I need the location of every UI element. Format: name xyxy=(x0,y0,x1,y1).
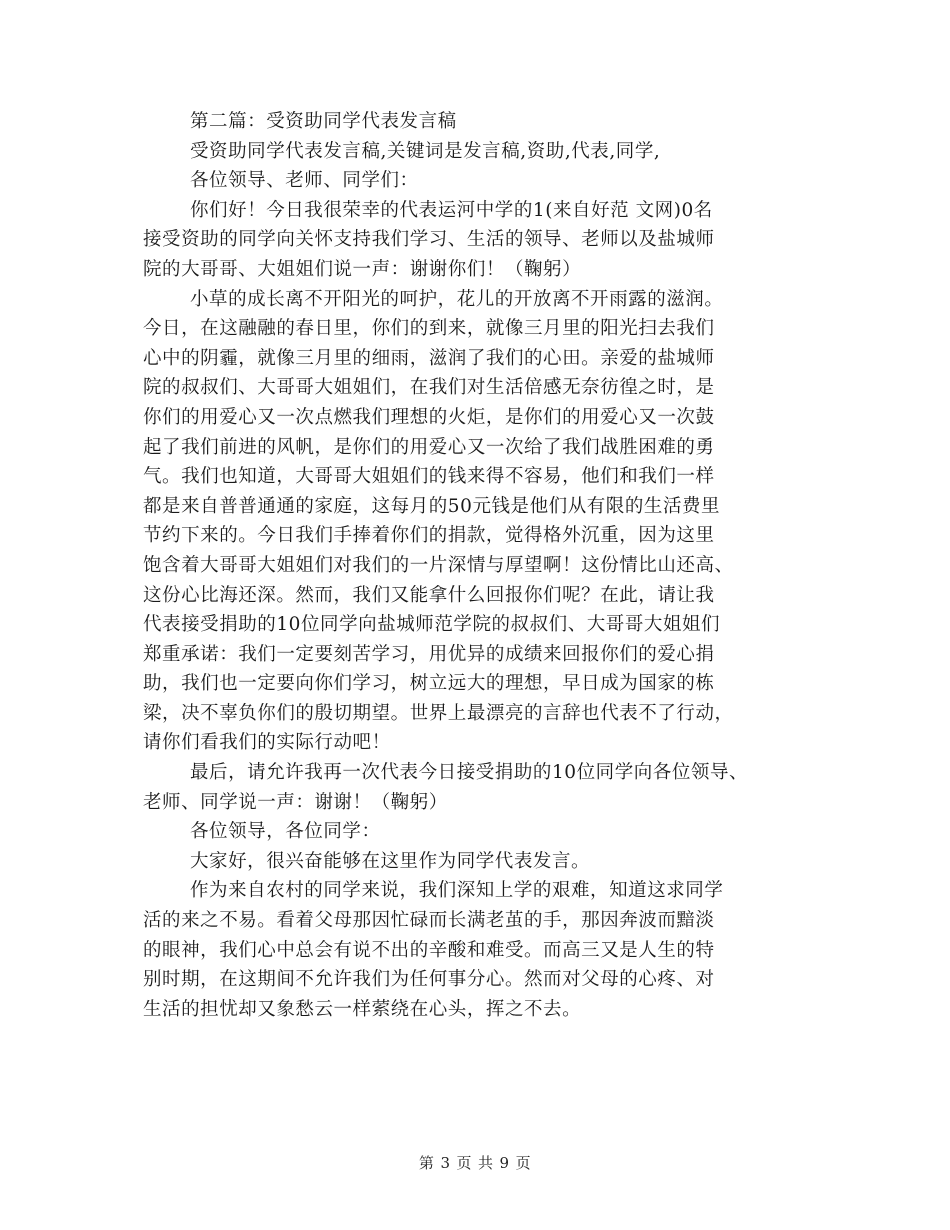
text-line: 代表接受捐助的10位同学向盐城师范学院的叔叔们、大哥哥大姐姐们 xyxy=(143,614,721,636)
text-line: 活的来之不易。看着父母那因忙碌而长满老茧的手，那因奔波而黯淡 xyxy=(143,910,715,932)
text-line: 起了我们前进的风帆，是你们的用爱心又一次给了我们战胜困难的勇 xyxy=(143,436,715,458)
page-footer xyxy=(0,1152,950,1173)
text-line: 气。我们也知道，大哥哥大姐姐们的钱来得不容易，他们和我们一样 xyxy=(143,466,715,488)
text-line: 受资助同学代表发言稿,关键词是发言稿,资助,代表,同学, xyxy=(190,140,661,162)
text-line: 小草的成长离不开阳光的呵护，花儿的开放离不开雨露的滋润。 xyxy=(190,288,724,310)
document-body xyxy=(143,107,823,1024)
text-line: 心中的阴霾，就像三月里的细雨，滋润了我们的心田。亲爱的盐城师 xyxy=(143,347,715,369)
text-line: 的眼神，我们心中总会有说不出的辛酸和难受。而高三又是人生的特 xyxy=(143,939,715,961)
text-line: 生活的担忧却又象愁云一样萦绕在心头，挥之不去。 xyxy=(143,998,582,1020)
text-line: 饱含着大哥哥大姐姐们对我们的一片深情与厚望啊！这份情比山还高、 xyxy=(143,554,734,576)
text-line: 最后，请允许我再一次代表今日接受捐助的10位同学向各位领导、 xyxy=(190,762,749,784)
footer-current-page: 3 xyxy=(440,1154,451,1172)
text-line: 你们的用爱心又一次点燃我们理想的火炬，是你们的用爱心又一次鼓 xyxy=(143,406,715,428)
text-line: 大家好，很兴奋能够在这里作为同学代表发言。 xyxy=(190,850,591,872)
text-line: 各位领导，各位同学： xyxy=(190,821,381,843)
text-line: 院的大哥哥、大姐姐们说一声：谢谢你们！（鞠躬） xyxy=(143,258,582,280)
footer-total-pages: 9 xyxy=(499,1154,510,1172)
text-line: 这份心比海还深。然而，我们又能拿什么回报你们呢？在此，请让我 xyxy=(143,584,715,606)
text-line: 院的叔叔们、大哥哥大姐姐们，在我们对生活倍感无奈彷徨之时，是 xyxy=(143,377,715,399)
footer-prefix: 第 xyxy=(418,1154,435,1172)
text-line: 助，我们也一定要向你们学习，树立远大的理想，早日成为国家的栋 xyxy=(143,673,715,695)
text-line: 各位领导、老师、同学们： xyxy=(190,170,419,192)
text-line: 别时期，在这期间不允许我们为任何事分心。然而对父母的心疼、对 xyxy=(143,969,715,991)
text-line: 梁，决不辜负你们的殷切期望。世界上最漂亮的言辞也代表不了行动， xyxy=(143,702,734,724)
text-line: 请你们看我们的实际行动吧！ xyxy=(143,732,391,754)
text-line: 郑重承诺：我们一定要刻苦学习，用优异的成绩来回报你们的爱心捐 xyxy=(143,643,715,665)
text-line: 都是来自普普通通的家庭，这每月的50元钱是他们从有限的生活费里 xyxy=(143,495,721,517)
text-line: 接受资助的同学向关怀支持我们学习、生活的领导、老师以及盐城师 xyxy=(143,229,715,251)
footer-suffix: 页 xyxy=(515,1154,532,1172)
text-line: 第二篇：受资助同学代表发言稿 xyxy=(190,111,457,132)
footer-total-word: 共 xyxy=(478,1154,494,1172)
text-line: 今日，在这融融的春日里，你们的到来，就像三月里的阳光扫去我们 xyxy=(143,318,715,340)
footer-page-word: 页 xyxy=(456,1154,472,1172)
text-line: 老师、同学说一声：谢谢！（鞠躬） xyxy=(143,791,448,813)
text-line: 节约下来的。今日我们手捧着你们的捐款，觉得格外沉重，因为这里 xyxy=(143,525,715,547)
text-line: 你们好！今日我很荣幸的代表运河中学的1(来自好范 文网)0名 xyxy=(190,199,713,221)
text-line: 作为来自农村的同学来说，我们深知上学的艰难，知道这求同学 xyxy=(190,880,724,902)
